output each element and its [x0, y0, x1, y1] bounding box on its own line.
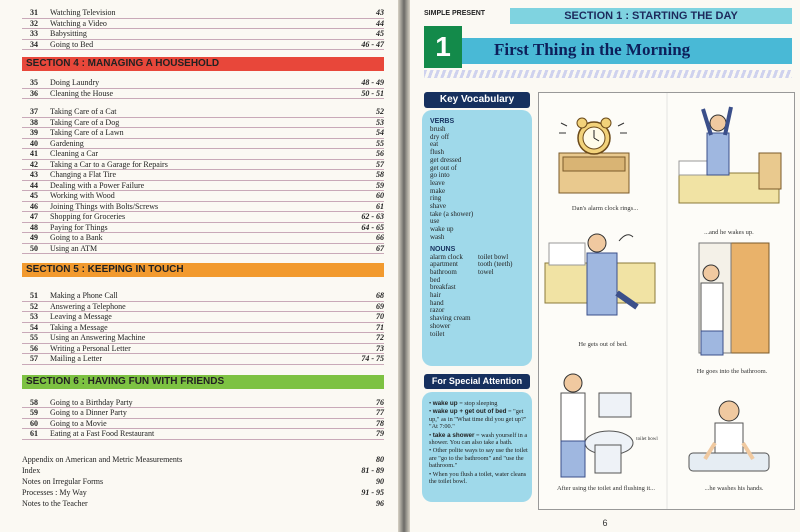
special-attention-item: • Other polite ways to say use the toilet are "go to the bathroom" and "use the bathroom."	[429, 447, 528, 470]
toc-row	[22, 170, 384, 181]
toc-title: Answering a Telephone	[50, 301, 126, 311]
toc-number: 60	[30, 418, 38, 428]
unit-number: 1	[424, 26, 462, 68]
toc-pages: 53	[376, 117, 384, 127]
section-title: SECTION 1 : STARTING THE DAY	[510, 8, 792, 24]
toc-number: 38	[30, 117, 38, 127]
toc-row	[22, 419, 384, 430]
toc-title: Watching a Video	[50, 18, 107, 28]
vocab-word: dry off	[430, 132, 450, 141]
toc-number: 39	[30, 128, 38, 137]
toc-row	[22, 291, 384, 302]
vocab-word: alarm clock	[430, 252, 463, 261]
appendix-row	[22, 476, 384, 487]
vocab-word: brush	[430, 125, 446, 133]
toc-title: Going to Bed	[50, 39, 94, 49]
section-6-list	[22, 398, 390, 440]
toc-pages: 77	[376, 408, 384, 417]
toc-title: Taking a Car to a Garage for Repairs	[50, 159, 168, 169]
toc-row	[22, 408, 384, 419]
toc-number: 34	[30, 39, 38, 49]
special-attention-header: For Special Attention	[424, 374, 530, 389]
toc-number: 54	[30, 322, 38, 332]
toc-pages: 61	[376, 201, 384, 211]
toc-number: 31	[30, 8, 38, 17]
toc-pages: 59	[376, 180, 384, 190]
section-4-list-a	[22, 78, 390, 99]
toc-title: Writing a Personal Letter	[50, 343, 131, 353]
toc-number: 61	[30, 429, 38, 438]
toc-title: Cleaning a Car	[50, 149, 98, 158]
vocab-word: apartment	[430, 260, 458, 269]
lesson-page	[410, 0, 800, 532]
toc-number: 49	[30, 233, 38, 242]
vocab-word: get out of	[430, 163, 457, 172]
toc-title: Taking Care of a Cat	[50, 107, 117, 116]
toc-pages: 56	[376, 149, 384, 158]
toc-number: 37	[30, 107, 38, 116]
tense-label: SIMPLE PRESENT	[424, 10, 486, 17]
special-attention-text: Other polite ways to say use the toilet are "go to the bathroom" and "use the bathroom."	[429, 447, 528, 470]
toc-pages: 50 - 51	[361, 88, 384, 98]
special-attention-term: wake up + get out of bed	[432, 408, 507, 416]
appendix-title: Appendix on American and Metric Measurements	[22, 454, 183, 464]
toc-pages: 69	[376, 301, 384, 311]
toc-row	[22, 78, 384, 89]
toc-pages: 45	[376, 29, 384, 38]
caption-2: ...and he wakes up.	[704, 229, 754, 236]
toc-title: Doing Laundry	[50, 78, 100, 87]
toc-title: Shopping for Groceries	[50, 212, 126, 221]
toc-pages: 67	[376, 243, 384, 253]
appendix-pages: 91 - 95	[361, 487, 384, 497]
toc-pages: 58	[376, 170, 384, 179]
toc-row	[22, 244, 384, 255]
toc-pages: 79	[376, 429, 384, 438]
appendix-list	[22, 454, 390, 509]
toc-row	[22, 344, 384, 355]
toc-pages: 57	[376, 159, 384, 169]
toilet-bowl-label: toilet bowl	[636, 437, 658, 442]
key-vocabulary-panel	[422, 110, 532, 366]
sink-illustration	[689, 401, 769, 471]
toc-number: 35	[30, 78, 38, 87]
toc-row	[22, 398, 384, 409]
toc-number: 42	[30, 159, 38, 169]
toc-number: 56	[30, 343, 38, 353]
toc-row	[22, 354, 384, 365]
vocab-word: toilet bowl	[478, 252, 509, 261]
toc-row	[22, 139, 384, 150]
special-attention-item: • wake up = stop sleeping	[429, 400, 498, 407]
toc-number: 33	[30, 29, 38, 38]
toc-number: 53	[30, 312, 38, 321]
vocab-word: towel	[478, 267, 494, 276]
vocab-word: wake up	[430, 225, 454, 234]
toc-number: 48	[30, 222, 38, 232]
toc-title: Paying for Things	[50, 222, 108, 232]
appendix-row	[22, 487, 384, 498]
toc-title: Taking Care of a Dog	[50, 117, 120, 127]
nouns-column-1	[430, 254, 478, 339]
illustration-panel	[538, 92, 795, 510]
toc-title: Leaving a Message	[50, 312, 112, 321]
vocab-word: shaving cream	[430, 314, 471, 323]
toc-list-top	[22, 8, 390, 50]
section-4-header: SECTION 4 : MANAGING A HOUSEHOLD	[22, 57, 384, 71]
special-attention-text: = stop sleeping	[457, 400, 498, 407]
toc-row	[22, 149, 384, 160]
vocab-word: make	[430, 186, 446, 195]
toc-number: 45	[30, 191, 38, 200]
toc-number: 52	[30, 301, 38, 311]
toc-pages: 71	[376, 322, 384, 332]
toc-pages: 78	[376, 418, 384, 428]
key-vocabulary-header: Key Vocabulary	[424, 92, 530, 108]
vocab-word: wash	[430, 232, 445, 241]
caption-4: He goes into the bathroom.	[696, 368, 768, 375]
caption-1: Dan's alarm clock rings...	[571, 205, 639, 212]
caption-6: ...he washes his hands.	[704, 485, 764, 492]
toc-title: Going to a Movie	[50, 418, 107, 428]
special-attention-item: • When you flush a toilet, water cleans the toilet bowl.	[429, 470, 527, 486]
book-gutter	[398, 0, 410, 532]
illustration-drawings	[539, 93, 794, 509]
toc-title: Taking Care of a Lawn	[50, 128, 124, 137]
toc-pages: 70	[376, 312, 384, 321]
getting-up-illustration	[545, 234, 655, 315]
vocab-word: go into	[430, 171, 450, 180]
toc-number: 50	[30, 243, 38, 253]
vocab-word: tooth (teeth)	[478, 260, 513, 269]
toc-pages: 68	[376, 291, 384, 300]
special-attention-panel	[422, 392, 532, 502]
toc-row	[22, 128, 384, 139]
toc-row	[22, 89, 384, 100]
caption-5: After using the toilet and flushing it...	[556, 485, 656, 492]
appendix-title: Notes to the Teacher	[22, 498, 88, 508]
toc-row	[22, 323, 384, 334]
toc-number: 36	[30, 88, 38, 98]
appendix-title: Processes : My Way	[22, 487, 87, 497]
appendix-row	[22, 454, 384, 465]
toc-pages: 74 - 75	[361, 354, 384, 363]
vocab-word: razor	[430, 306, 445, 315]
waking-man-illustration	[679, 107, 781, 203]
vocab-word: take (a shower)	[430, 209, 474, 218]
section-5-header: SECTION 5 : KEEPING IN TOUCH	[22, 263, 384, 277]
unit-title: First Thing in the Morning	[494, 40, 691, 59]
toc-number: 58	[30, 397, 38, 407]
toc-title: Mailing a Letter	[50, 354, 102, 363]
vocab-word: shave	[430, 202, 446, 211]
appendix-pages: 80	[376, 454, 384, 464]
toc-row	[22, 19, 384, 30]
vocab-word: eat	[430, 140, 439, 149]
toc-title: Going to a Birthday Party	[50, 397, 133, 407]
toc-pages: 54	[376, 128, 384, 137]
toc-title: Eating at a Fast Food Restaurant	[50, 429, 155, 438]
special-attention-text: When you flush a toilet, water cleans the toilet bowl.	[429, 470, 527, 486]
vocab-word: toilet	[430, 329, 445, 338]
section-5-list	[22, 291, 390, 365]
caption-3: He gets out of bed.	[578, 341, 628, 348]
toc-row	[22, 40, 384, 51]
special-attention-term: wake up	[432, 400, 458, 407]
toc-pages: 48 - 49	[361, 78, 384, 87]
toc-number: 41	[30, 149, 38, 158]
toc-title: Working with Wood	[50, 191, 115, 200]
toc-title: Watching Television	[50, 8, 116, 17]
toc-title: Using an Answering Machine	[50, 333, 146, 342]
toc-row	[22, 181, 384, 192]
toc-title: Going to a Dinner Party	[50, 408, 127, 417]
vocab-word: use	[430, 217, 440, 226]
toc-title: Gardening	[50, 138, 84, 148]
vocab-word: hand	[430, 298, 444, 307]
toc-row	[22, 233, 384, 244]
special-attention-text: = "get up," as in "What time did you get up?" "At 7:00."	[429, 408, 527, 431]
toc-title: Changing a Flat Tire	[50, 170, 117, 179]
toc-pages: 44	[376, 18, 384, 28]
toc-title: Babysitting	[50, 29, 87, 38]
toc-row	[22, 333, 384, 344]
toc-row	[22, 107, 384, 118]
toc-pages: 60	[376, 191, 384, 200]
toc-row	[22, 29, 384, 40]
toc-number: 55	[30, 333, 38, 342]
page-number: 6	[602, 518, 608, 528]
vocab-word: bed	[430, 275, 441, 284]
vocab-word: bathroom	[430, 267, 457, 276]
toc-title: Dealing with a Power Failure	[50, 180, 145, 190]
toc-pages: 64 - 65	[361, 222, 384, 232]
toc-row	[22, 191, 384, 202]
toc-pages: 62 - 63	[361, 212, 384, 221]
toc-row	[22, 223, 384, 234]
nouns-list	[430, 254, 532, 339]
toc-pages: 52	[376, 107, 384, 116]
toc-number: 47	[30, 212, 38, 221]
toc-pages: 46 - 47	[361, 39, 384, 49]
toc-row	[22, 429, 384, 440]
toc-number: 51	[30, 291, 38, 300]
vocab-word: breakfast	[430, 283, 456, 292]
toc-row	[22, 302, 384, 313]
appendix-row	[22, 498, 384, 509]
special-attention-item: • wake up + get out of bed = "get up," as in "What time did you get up?" "At 7:00."	[429, 408, 527, 431]
alarm-clock-illustration	[559, 118, 629, 193]
special-attention-text: = wash yourself in a shower. You can also take a bath.	[429, 431, 528, 447]
toc-row	[22, 160, 384, 171]
toc-row	[22, 202, 384, 213]
appendix-pages: 81 - 89	[361, 465, 384, 475]
toc-pages: 55	[376, 138, 384, 148]
nouns-label: NOUNS	[430, 245, 456, 253]
toc-row	[22, 312, 384, 323]
vocab-word: get dressed	[430, 155, 462, 164]
vocab-word: flush	[430, 148, 444, 157]
toc-number: 46	[30, 201, 38, 211]
appendix-title: Index	[22, 465, 41, 475]
verbs-list	[430, 126, 532, 242]
verbs-label: VERBS	[430, 118, 455, 125]
toc-pages: 72	[376, 333, 384, 342]
toc-row	[22, 8, 384, 19]
toc-number: 40	[30, 138, 38, 148]
toc-pages: 73	[376, 343, 384, 353]
section-4-list-b	[22, 107, 390, 254]
toc-title: Joining Things with Bolts/Screws	[50, 201, 159, 211]
appendix-title: Notes on Irregular Forms	[22, 476, 104, 486]
bathroom-door-illustration	[699, 243, 769, 355]
vocab-word: ring	[430, 194, 442, 203]
toc-title: Going to a Bank	[50, 233, 103, 242]
toilet-illustration	[561, 374, 633, 477]
toc-title: Taking a Message	[50, 322, 108, 332]
toc-pages: 76	[376, 397, 384, 407]
appendix-pages: 96	[376, 498, 384, 508]
vocab-word: hair	[430, 291, 441, 300]
toc-number: 44	[30, 180, 38, 190]
nouns-column-2	[478, 254, 526, 339]
toc-pages: 66	[376, 233, 384, 242]
toc-title: Using an ATM	[50, 243, 98, 253]
appendix-pages: 90	[376, 476, 384, 486]
appendix-row	[22, 465, 384, 476]
special-attention-term: take a shower	[432, 431, 475, 439]
toc-number: 59	[30, 408, 38, 417]
toc-number: 43	[30, 170, 38, 179]
toc-title: Making a Phone Call	[50, 291, 118, 300]
vocab-word: leave	[430, 178, 445, 187]
toc-row	[22, 212, 384, 223]
toc-row	[22, 118, 384, 129]
decorative-stripe	[424, 70, 792, 78]
toc-pages: 43	[376, 8, 384, 17]
section-6-header: SECTION 6 : HAVING FUN WITH FRIENDS	[22, 375, 384, 389]
special-attention-item: • take a shower = wash yourself in a shower. You can also take a bath.	[429, 431, 528, 447]
toc-number: 32	[30, 18, 38, 28]
toc-title: Cleaning the House	[50, 88, 114, 98]
vocab-word: shower	[430, 321, 451, 330]
toc-number: 57	[30, 354, 38, 363]
